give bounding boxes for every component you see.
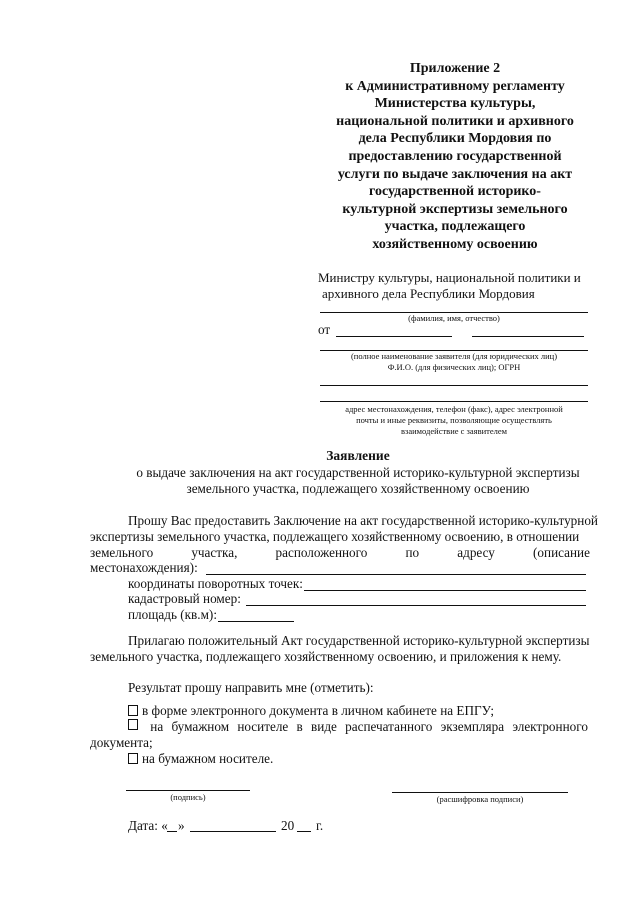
coords-label: координаты поворотных точек: [128,576,303,591]
p2-line-2: земельного участка, подлежащего хозяйственному освоению, и приложения к нему. [90,649,562,664]
from-line-b[interactable] [472,336,584,337]
fio-caption: (фамилия, имя, отчество) [408,313,500,323]
from-line-a[interactable] [336,336,452,337]
date-year-line[interactable] [297,831,311,832]
title-line-1: о выдаче заключения на акт государственной историко-культурной экспертизы [136,465,580,480]
header-line-6: предоставлению государственной [348,148,562,164]
location-label: местонахождения): [90,560,198,575]
address-line-2[interactable] [320,401,588,402]
applicant-caption-1: (полное наименование заявителя (для юридических лиц) [350,351,558,361]
signature-caption: (подпись) [170,792,206,802]
header-line-9: культурной экспертизы земельного [342,201,568,217]
address-line-1[interactable] [320,385,588,386]
option-paper-printout-checkbox[interactable] [128,719,138,730]
addressee-line-2: архивного дела Республики Мордовия [322,286,535,301]
header-line-4: национальной политики и архивного [336,113,574,129]
header-line-5: дела Республики Мордовия по [358,131,552,147]
location-line[interactable] [206,574,586,575]
result-label: Результат прошу направить мне (отметить): [128,680,374,695]
area-line[interactable] [218,621,294,622]
date-year-suffix: г. [316,818,324,833]
p1-line-1: Прошу Вас предоставить Заключение на акт государственной историко-культурной [128,513,598,528]
title-line-2: земельного участка, подлежащего хозяйственному освоению [186,481,530,496]
option-electronic-checkbox[interactable] [128,705,138,716]
header-line-2: к Административному регламенту [345,78,565,94]
option-paper[interactable]: на бумажном носителе. [128,751,273,767]
appendix-header [320,60,590,254]
option-paper-checkbox[interactable] [128,753,138,764]
p1-line-3: земельного участка, расположенного по адресу (описание [90,545,590,560]
signature-decode-caption: (расшифровка подписи) [436,794,524,804]
option-paper-printout-cont: документа; [90,735,153,750]
address-caption-3: взаимодействие с заявителем [400,426,508,436]
coords-line[interactable] [304,590,586,591]
header-line-3: Министерства культуры, [374,96,536,112]
cadastral-label: кадастровый номер: [128,591,241,606]
date-year-prefix: 20 [281,818,295,833]
area-label: площадь (кв.м): [128,607,217,622]
date-close-quote: » [178,818,185,833]
addressee-line-1: Министру культуры, национальной политики и [318,270,581,285]
header-line-7: услуги по выдаче заключения на акт [337,166,573,182]
header-line-11: хозяйственному освоению [372,236,538,252]
date-month-line[interactable] [190,831,276,832]
cadastral-line[interactable] [246,605,586,606]
from-label: от [318,322,331,337]
document-title: Заявление [326,448,390,463]
applicant-caption-2: Ф.И.О. (для физических лиц); ОГРН [387,362,521,372]
option-electronic[interactable]: в форме электронного документа в личном кабинете на ЕПГУ; [128,703,494,719]
option-paper-printout[interactable]: на бумажном носителе в виде распечатанного экземпляра электронного [128,719,588,735]
p1-line-2: экспертизы земельного участка, подлежащего хозяйственному освоению, в отношении [90,529,580,544]
header-line-1: Приложение 2 [409,61,501,76]
p2-line-1: Прилагаю положительный Акт государственной историко-культурной экспертизы [128,633,590,648]
addressee-block [318,270,603,302]
header-line-8: государственной историко- [369,184,541,200]
signature-decode-line[interactable] [392,792,568,793]
signature-line[interactable] [126,790,250,791]
date-label: Дата: « [128,818,168,833]
date-day-line[interactable] [167,831,177,832]
address-caption-2: почты и иные реквизиты, позволяющие осуществлять [356,415,552,425]
header-line-10: участка, подлежащего [384,219,526,235]
address-caption-1: адрес местонахождения, телефон (факс), адрес электронной [345,404,563,414]
